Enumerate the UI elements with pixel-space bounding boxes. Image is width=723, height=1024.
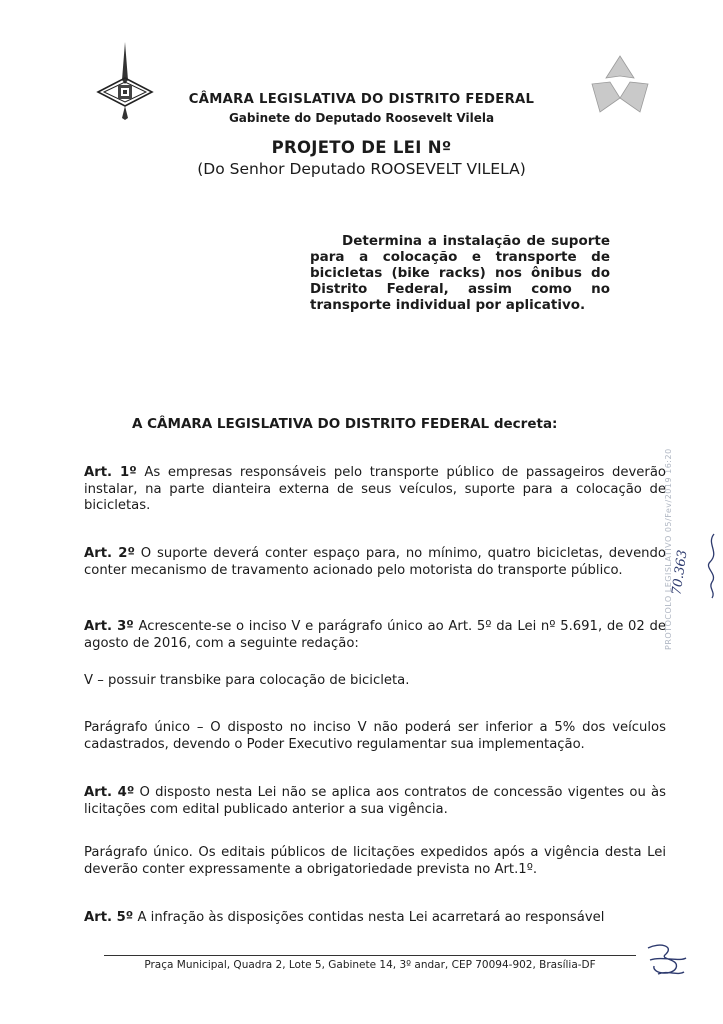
- article-text: V – possuir transbike para colocação de bicicleta.: [84, 673, 410, 688]
- article-3-item-v: [84, 673, 666, 690]
- footer-divider: [104, 955, 636, 956]
- protocol-stamp: PROTOCOLO LEGISLATIVO 05/Fev/2019 16:20: [664, 448, 673, 650]
- article-label: Art. 5º: [84, 910, 134, 925]
- article-text: As empresas responsáveis pelo transporte público de passageiros deverão instalar, na parte dianteira externa de seus veículos, suporte para a colocação de bicicletas.: [84, 465, 666, 513]
- article-3: [84, 619, 666, 652]
- decree-clause: A CÂMARA LEGISLATIVA DO DISTRITO FEDERAL decreta:: [132, 416, 558, 432]
- article-text: Acrescente-se o inciso V e parágrafo único ao Art. 5º da Lei nº 5.691, de 02 de agosto de 2016, com a seguinte redação:: [84, 619, 666, 651]
- article-3-paragraph: [84, 720, 666, 753]
- rubric-signature: [640, 940, 692, 980]
- article-text: Parágrafo único. Os editais públicos de licitações expedidos após a vigência desta Lei deverão conter expressamente a obrigatoriedade prevista no Art.1º.: [84, 845, 666, 877]
- article-label: Art. 3º: [84, 619, 134, 634]
- article-4: [84, 785, 666, 818]
- article-label: Art. 4º: [84, 785, 135, 800]
- article-text: Parágrafo único – O disposto no inciso V não poderá ser inferior a 5% dos veículos cadastrados, devendo o Poder Executivo regulamentar sua implementação.: [84, 720, 666, 752]
- bill-author: (Do Senhor Deputado ROOSEVELT VILELA): [197, 160, 526, 178]
- article-2: [84, 546, 666, 579]
- article-4-paragraph: [84, 845, 666, 878]
- article-text: O disposto nesta Lei não se aplica aos contratos de concessão vigentes ou às licitações com edital publicado anterior a sua vigência.: [84, 785, 666, 817]
- brasilia-coat-of-arms-logo: [92, 40, 158, 120]
- institution-heading: CÂMARA LEGISLATIVA DO DISTRITO FEDERAL: [188, 92, 535, 107]
- protocol-signature: [700, 530, 723, 600]
- bill-title: PROJETO DE LEI Nº: [271, 138, 452, 157]
- article-5: [84, 910, 666, 927]
- article-label: Art. 1º: [84, 465, 137, 480]
- article-label: Art. 2º: [84, 546, 135, 561]
- footer-address: Praça Municipal, Quadra 2, Lote 5, Gabinete 14, 3º andar, CEP 70094-902, Brasília-DF: [144, 959, 596, 971]
- handwritten-protocol-number: 70.363: [669, 549, 691, 597]
- article-1: [84, 465, 666, 515]
- article-text: O suporte deverá conter espaço para, no mínimo, quatro bicicletas, devendo conter mecanismo de travamento acionado pelo motorista do transporte público.: [84, 546, 666, 578]
- bill-summary: Determina a instalação de suporte para a colocação e transporte de bicicletas (bike racks) nos ônibus do Distrito Federal, assim como no transporte individual por aplicativo.: [310, 233, 610, 313]
- office-subheading: Gabinete do Deputado Roosevelt Vilela: [228, 111, 495, 125]
- article-text: A infração às disposições contidas nesta Lei acarretará ao responsável: [137, 910, 605, 925]
